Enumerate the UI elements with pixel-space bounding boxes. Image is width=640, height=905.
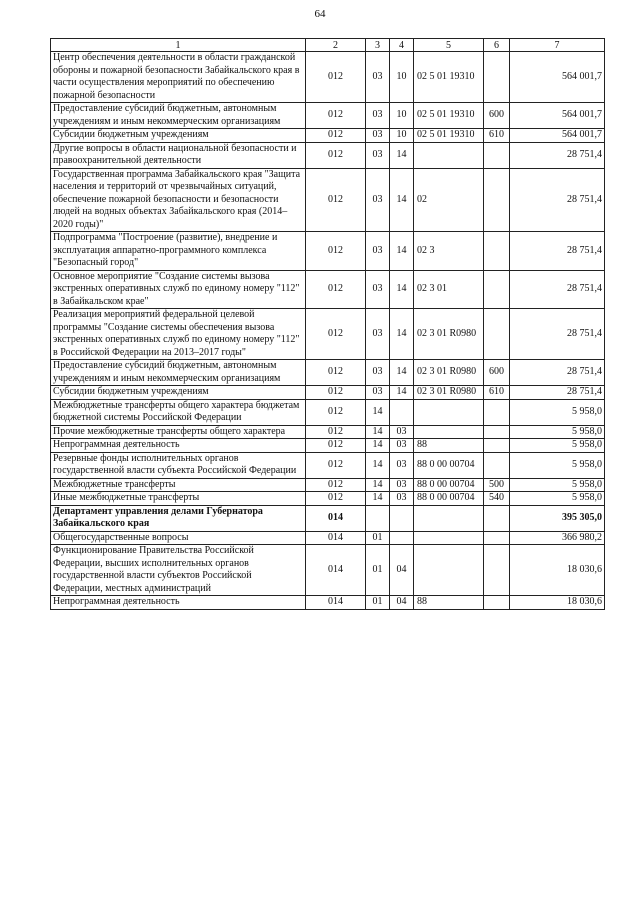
row-name: Подпрограмма "Построение (развитие), внедрение и эксплуатация аппаратно-программного комплекса "Безопасный город" [51, 232, 306, 271]
row-amount: 5 958,0 [510, 425, 605, 439]
row-name: Субсидии бюджетным учреждениям [51, 129, 306, 143]
row-expense-type [484, 452, 510, 478]
row-name: Предоставление субсидий бюджетным, автономным учреждениям и иным некоммерческим организациям [51, 360, 306, 386]
row-expense-type [484, 270, 510, 309]
row-name: Межбюджетные трансферты [51, 478, 306, 492]
table-row [51, 270, 605, 309]
row-expense-type [484, 232, 510, 271]
table-row [51, 425, 605, 439]
row-ministry-code: 012 [306, 142, 366, 168]
row-subsection: 10 [390, 52, 414, 103]
row-section: 14 [366, 439, 390, 453]
table-row [51, 232, 605, 271]
row-ministry-code: 014 [306, 545, 366, 596]
page-number: 64 [314, 8, 326, 20]
row-name: Другие вопросы в области национальной безопасности и правоохранительной деятельности [51, 142, 306, 168]
row-target-article: 02 5 01 19310 [414, 103, 484, 129]
row-target-article: 02 3 01 R0980 [414, 309, 484, 360]
row-amount: 395 305,0 [510, 505, 605, 531]
row-amount: 5 958,0 [510, 452, 605, 478]
row-section: 03 [366, 129, 390, 143]
row-subsection: 03 [390, 478, 414, 492]
row-ministry-code: 012 [306, 439, 366, 453]
row-target-article: 88 [414, 596, 484, 610]
row-subsection: 10 [390, 129, 414, 143]
row-expense-type [484, 505, 510, 531]
row-amount: 28 751,4 [510, 360, 605, 386]
row-section: 14 [366, 452, 390, 478]
row-name: Общегосударственные вопросы [51, 531, 306, 545]
header-col-5: 5 [414, 39, 484, 52]
row-expense-type [484, 168, 510, 232]
table-row [51, 545, 605, 596]
row-section: 01 [366, 531, 390, 545]
row-expense-type [484, 531, 510, 545]
table-row [51, 439, 605, 453]
row-subsection: 14 [390, 168, 414, 232]
row-target-article: 02 3 01 [414, 270, 484, 309]
row-name: Функционирование Правительства Российской Федерации, высших исполнительных органов государственной власти субъектов Российской Федерации, местных администраций [51, 545, 306, 596]
row-expense-type: 600 [484, 103, 510, 129]
row-ministry-code: 012 [306, 232, 366, 271]
row-name: Основное мероприятие "Создание системы вызова экстренных оперативных служб по единому номеру "112" в Забайкальском крае" [51, 270, 306, 309]
row-amount: 18 030,6 [510, 596, 605, 610]
row-subsection: 14 [390, 360, 414, 386]
row-subsection [390, 399, 414, 425]
row-amount: 366 980,2 [510, 531, 605, 545]
row-amount: 564 001,7 [510, 52, 605, 103]
row-section: 03 [366, 309, 390, 360]
table-row [51, 399, 605, 425]
header-col-3: 3 [366, 39, 390, 52]
row-expense-type [484, 439, 510, 453]
row-expense-type [484, 596, 510, 610]
row-ministry-code: 012 [306, 386, 366, 400]
row-name: Межбюджетные трансферты общего характера бюджетам бюджетной системы Российской Федерации [51, 399, 306, 425]
row-name: Государственная программа Забайкальского края "Защита населения и территорий от чрезвычайных ситуаций, обеспечение пожарной безопасности и безопасности людей на водных объектах Забайкальского края (2014–2020 годы)" [51, 168, 306, 232]
row-target-article [414, 505, 484, 531]
row-subsection: 14 [390, 309, 414, 360]
row-ministry-code: 012 [306, 309, 366, 360]
row-section: 03 [366, 270, 390, 309]
row-expense-type: 500 [484, 478, 510, 492]
row-target-article [414, 545, 484, 596]
row-subsection: 14 [390, 386, 414, 400]
row-expense-type [484, 399, 510, 425]
row-subsection: 10 [390, 103, 414, 129]
row-target-article [414, 399, 484, 425]
row-ministry-code: 012 [306, 399, 366, 425]
row-section [366, 505, 390, 531]
row-subsection: 14 [390, 270, 414, 309]
row-amount: 564 001,7 [510, 103, 605, 129]
row-ministry-code: 012 [306, 360, 366, 386]
row-ministry-code: 014 [306, 531, 366, 545]
row-ministry-code: 012 [306, 492, 366, 506]
row-target-article: 88 0 00 00704 [414, 452, 484, 478]
table-row [51, 531, 605, 545]
table-row [51, 168, 605, 232]
table-row [51, 129, 605, 143]
row-expense-type [484, 142, 510, 168]
row-ministry-code: 012 [306, 52, 366, 103]
row-subsection: 04 [390, 596, 414, 610]
row-name: Резервные фонды исполнительных органов государственной власти субъекта Российской Федерации [51, 452, 306, 478]
row-name: Прочие межбюджетные трансферты общего характера [51, 425, 306, 439]
row-expense-type [484, 309, 510, 360]
table-row [51, 142, 605, 168]
row-target-article: 02 3 01 R0980 [414, 386, 484, 400]
row-subsection: 14 [390, 142, 414, 168]
header-col-7: 7 [510, 39, 605, 52]
row-ministry-code: 012 [306, 478, 366, 492]
row-target-article [414, 425, 484, 439]
row-amount: 564 001,7 [510, 129, 605, 143]
row-name: Предоставление субсидий бюджетным, автономным учреждениям и иным некоммерческим организациям [51, 103, 306, 129]
row-section: 03 [366, 232, 390, 271]
row-name: Реализация мероприятий федеральной целевой программы "Создание системы обеспечения вызова экстренных оперативных служб по единому номеру "112" в Российской Федерации на 2013–2017 годы" [51, 309, 306, 360]
row-section: 03 [366, 52, 390, 103]
row-name: Непрограммная деятельность [51, 439, 306, 453]
row-amount: 28 751,4 [510, 168, 605, 232]
table-row [51, 505, 605, 531]
header-col-4: 4 [390, 39, 414, 52]
header-col-2: 2 [306, 39, 366, 52]
row-ministry-code: 012 [306, 425, 366, 439]
row-section: 01 [366, 545, 390, 596]
row-target-article: 88 [414, 439, 484, 453]
row-amount: 5 958,0 [510, 492, 605, 506]
row-amount: 28 751,4 [510, 270, 605, 309]
row-target-article: 02 3 01 R0980 [414, 360, 484, 386]
row-expense-type: 610 [484, 386, 510, 400]
row-expense-type: 540 [484, 492, 510, 506]
row-amount: 28 751,4 [510, 309, 605, 360]
row-expense-type: 600 [484, 360, 510, 386]
row-target-article: 88 0 00 00704 [414, 478, 484, 492]
row-subsection: 03 [390, 425, 414, 439]
table-row [51, 52, 605, 103]
row-amount: 5 958,0 [510, 399, 605, 425]
budget-table [50, 38, 605, 610]
row-target-article: 88 0 00 00704 [414, 492, 484, 506]
row-subsection: 14 [390, 232, 414, 271]
row-name: Субсидии бюджетным учреждениям [51, 386, 306, 400]
row-name: Центр обеспечения деятельности в области гражданской обороны и пожарной безопасности Забайкальского края в части осуществления мероприятий по обеспечению пожарной безопасности [51, 52, 306, 103]
row-amount: 28 751,4 [510, 232, 605, 271]
table-row [51, 103, 605, 129]
row-section: 03 [366, 103, 390, 129]
row-section: 14 [366, 399, 390, 425]
header-col-1: 1 [51, 39, 306, 52]
row-amount: 18 030,6 [510, 545, 605, 596]
row-amount: 28 751,4 [510, 142, 605, 168]
row-subsection: 03 [390, 439, 414, 453]
row-subsection [390, 531, 414, 545]
row-section: 01 [366, 596, 390, 610]
row-section: 14 [366, 492, 390, 506]
row-target-article [414, 142, 484, 168]
row-expense-type [484, 425, 510, 439]
row-name: Департамент управления делами Губернатора Забайкальского края [51, 505, 306, 531]
row-amount: 5 958,0 [510, 439, 605, 453]
header-row [51, 39, 605, 52]
row-ministry-code: 012 [306, 103, 366, 129]
row-name: Непрограммная деятельность [51, 596, 306, 610]
table-row [51, 360, 605, 386]
row-target-article: 02 5 01 19310 [414, 129, 484, 143]
row-target-article: 02 5 01 19310 [414, 52, 484, 103]
row-ministry-code: 012 [306, 452, 366, 478]
row-subsection [390, 505, 414, 531]
row-ministry-code: 014 [306, 596, 366, 610]
row-subsection: 03 [390, 452, 414, 478]
row-ministry-code: 012 [306, 129, 366, 143]
row-section: 14 [366, 425, 390, 439]
row-ministry-code: 012 [306, 270, 366, 309]
row-subsection: 03 [390, 492, 414, 506]
table-row [51, 492, 605, 506]
row-name: Иные межбюджетные трансферты [51, 492, 306, 506]
row-target-article [414, 531, 484, 545]
table-row [51, 452, 605, 478]
row-section: 03 [366, 142, 390, 168]
row-ministry-code: 012 [306, 168, 366, 232]
row-section: 03 [366, 386, 390, 400]
table-row [51, 478, 605, 492]
row-ministry-code: 014 [306, 505, 366, 531]
table-row [51, 596, 605, 610]
table-row [51, 386, 605, 400]
row-section: 03 [366, 360, 390, 386]
row-section: 14 [366, 478, 390, 492]
row-expense-type [484, 545, 510, 596]
row-section: 03 [366, 168, 390, 232]
row-expense-type [484, 52, 510, 103]
row-amount: 5 958,0 [510, 478, 605, 492]
table-row [51, 309, 605, 360]
row-target-article: 02 [414, 168, 484, 232]
row-expense-type: 610 [484, 129, 510, 143]
header-col-6: 6 [484, 39, 510, 52]
row-target-article: 02 3 [414, 232, 484, 271]
row-amount: 28 751,4 [510, 386, 605, 400]
row-subsection: 04 [390, 545, 414, 596]
